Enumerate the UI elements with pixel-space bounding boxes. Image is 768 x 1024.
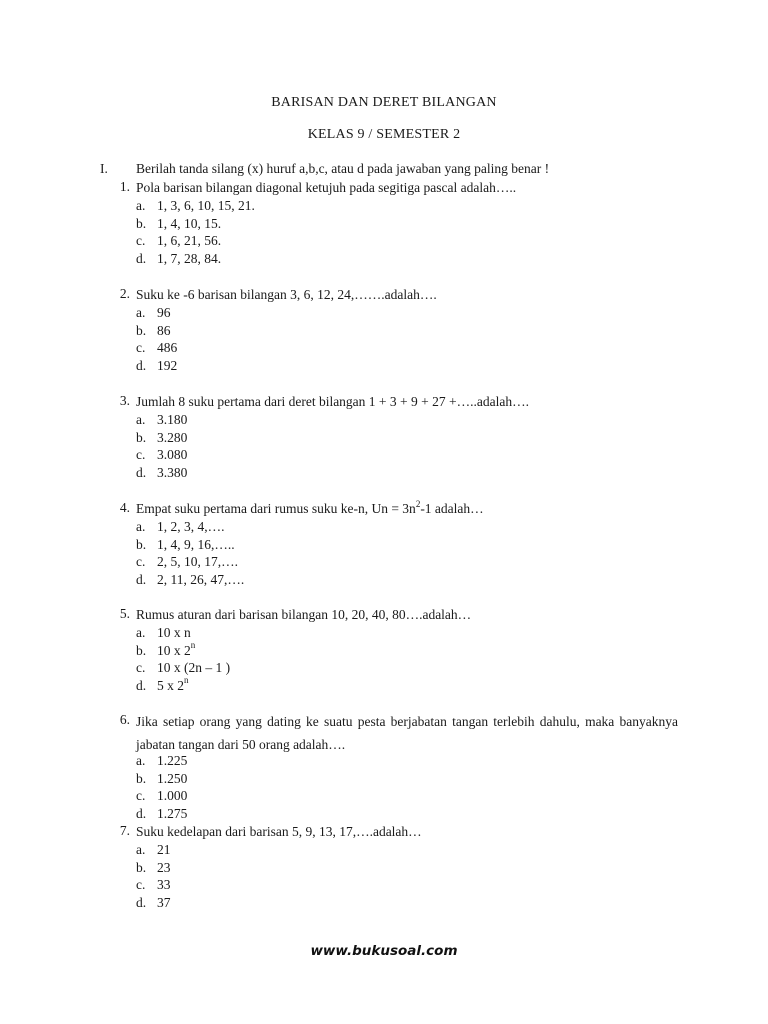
options-list [136,304,436,374]
option-label: c. [136,788,146,803]
option-d [136,571,436,589]
question-text-main: Empat suku pertama dari rumus suku ke-n, Un = 3n [136,501,416,516]
question-number: 4. [119,500,130,515]
option-value: 1, 7, 28, 84. [157,250,222,266]
option-label: c. [136,660,146,675]
option-b [136,215,436,233]
option-d [136,250,436,268]
option-value: 1.250 [157,770,188,786]
option-value: 2, 11, 26, 47,…. [157,571,245,587]
options-list [136,624,436,694]
option-value: 3.080 [157,447,188,462]
option-label: b. [136,429,147,445]
option-value: 192 [157,357,178,373]
instruction-text: Berilah tanda silang (x) huruf a,b,c, atau d pada jawaban yang paling benar ! [136,161,550,176]
option-c [136,876,436,894]
option-value: 86 [157,322,171,338]
options-list [136,841,436,911]
option-c [136,787,436,805]
instruction-number: I. [100,161,108,176]
option-value: 1.225 [157,753,188,768]
option-b [136,859,436,877]
option-label: b. [136,770,147,786]
question-number: 3. [119,393,130,408]
option-label: d. [136,805,147,821]
options-list [136,752,436,822]
option-value: 1.275 [157,805,188,821]
option-value: 2, 5, 10, 17,…. [157,554,238,569]
option-value-base: 10 x 2 [157,642,191,658]
option-c [136,446,436,464]
option-b [136,770,436,788]
option-value: 96 [157,305,171,320]
option-a [136,624,436,642]
option-d [136,357,436,375]
option-value: 33 [157,877,171,892]
option-value: 3.180 [157,412,188,427]
option-value: 37 [157,894,171,910]
option-value: 21 [157,842,171,857]
option-value: 3.380 [157,464,188,480]
option-label: d. [136,250,147,266]
question-text: Pola barisan bilangan diagonal ketujuh pada segitiga pascal adalah….. [136,180,517,195]
option-value: 486 [157,340,178,355]
option-value [157,677,189,695]
option-value: 3.280 [157,429,188,445]
option-label: c. [136,554,146,569]
option-a [136,411,436,429]
options-list [136,518,436,588]
option-value: 1, 4, 9, 16,….. [157,536,235,552]
option-value: 23 [157,859,171,875]
option-d [136,894,436,912]
option-label: b. [136,322,147,338]
question-number: 6. [119,712,130,727]
option-a [136,841,436,859]
document-title: BARISAN DAN DERET BILANGAN [271,95,497,110]
question-text: Rumus aturan dari barisan bilangan 10, 20, 40, 80….adalah… [136,607,472,622]
question-text: Suku ke -6 barisan bilangan 3, 6, 12, 24,…….adalah…. [136,287,437,302]
question-number: 1. [119,179,130,194]
option-label: a. [136,198,146,213]
footer-website: www.bukusoal.com [310,943,458,959]
option-a [136,752,436,770]
options-list [136,411,436,481]
option-label: d. [136,677,147,693]
options-list [136,197,436,267]
question-number: 5. [119,606,130,621]
option-label: a. [136,625,146,640]
question-text [136,500,678,518]
option-value: 10 x n [157,625,191,640]
option-value-base: 5 x 2 [157,677,184,693]
question-text: Suku kedelapan dari barisan 5, 9, 13, 17,….adalah… [136,824,422,839]
option-label: c. [136,340,146,355]
option-label: b. [136,215,147,231]
option-value [157,642,195,660]
option-a [136,197,436,215]
option-label: d. [136,357,147,373]
option-label: d. [136,894,147,910]
option-label: a. [136,753,146,768]
option-label: a. [136,842,146,857]
option-value: 1, 2, 3, 4,…. [157,519,225,534]
option-label: c. [136,447,146,462]
option-label: b. [136,536,147,552]
option-a [136,304,436,322]
option-b [136,642,436,660]
exponent: 2 [415,498,421,509]
option-label: a. [136,412,146,427]
option-label: a. [136,305,146,320]
option-value: 1, 6, 21, 56. [157,233,222,248]
question-number: 7. [119,823,130,838]
option-c [136,232,436,250]
question-text: Jumlah 8 suku pertama dari deret bilangan 1 + 3 + 9 + 27 +…..adalah…. [136,394,529,409]
option-c [136,659,436,677]
option-c [136,339,436,357]
option-value: 1, 4, 10, 15. [157,215,222,231]
option-label: b. [136,642,147,658]
option-b [136,429,436,447]
option-label: d. [136,571,147,587]
option-b [136,536,436,554]
question-text-tail: -1 adalah… [420,501,484,516]
option-label: c. [136,233,146,248]
option-d [136,805,436,823]
option-label: c. [136,877,146,892]
option-a [136,518,436,536]
option-value: 1, 3, 6, 10, 15, 21. [157,198,255,213]
option-label: b. [136,859,147,875]
option-b [136,322,436,340]
exponent: n [190,640,196,650]
option-c [136,553,436,571]
option-value: 1.000 [157,788,188,803]
document-subtitle: KELAS 9 / SEMESTER 2 [307,127,461,142]
option-d [136,464,436,482]
option-d [136,677,436,695]
question-number: 2. [119,286,130,301]
option-label: a. [136,519,146,534]
exponent: n [184,675,189,685]
question-text: Jika setiap orang yang dating ke suatu pesta berjabatan tangan terlebih dahulu, maka banyaknya jabatan tangan dari 50 orang adalah…. [136,714,678,752]
option-label: d. [136,464,147,480]
option-value: 10 x (2n – 1 ) [157,660,231,675]
